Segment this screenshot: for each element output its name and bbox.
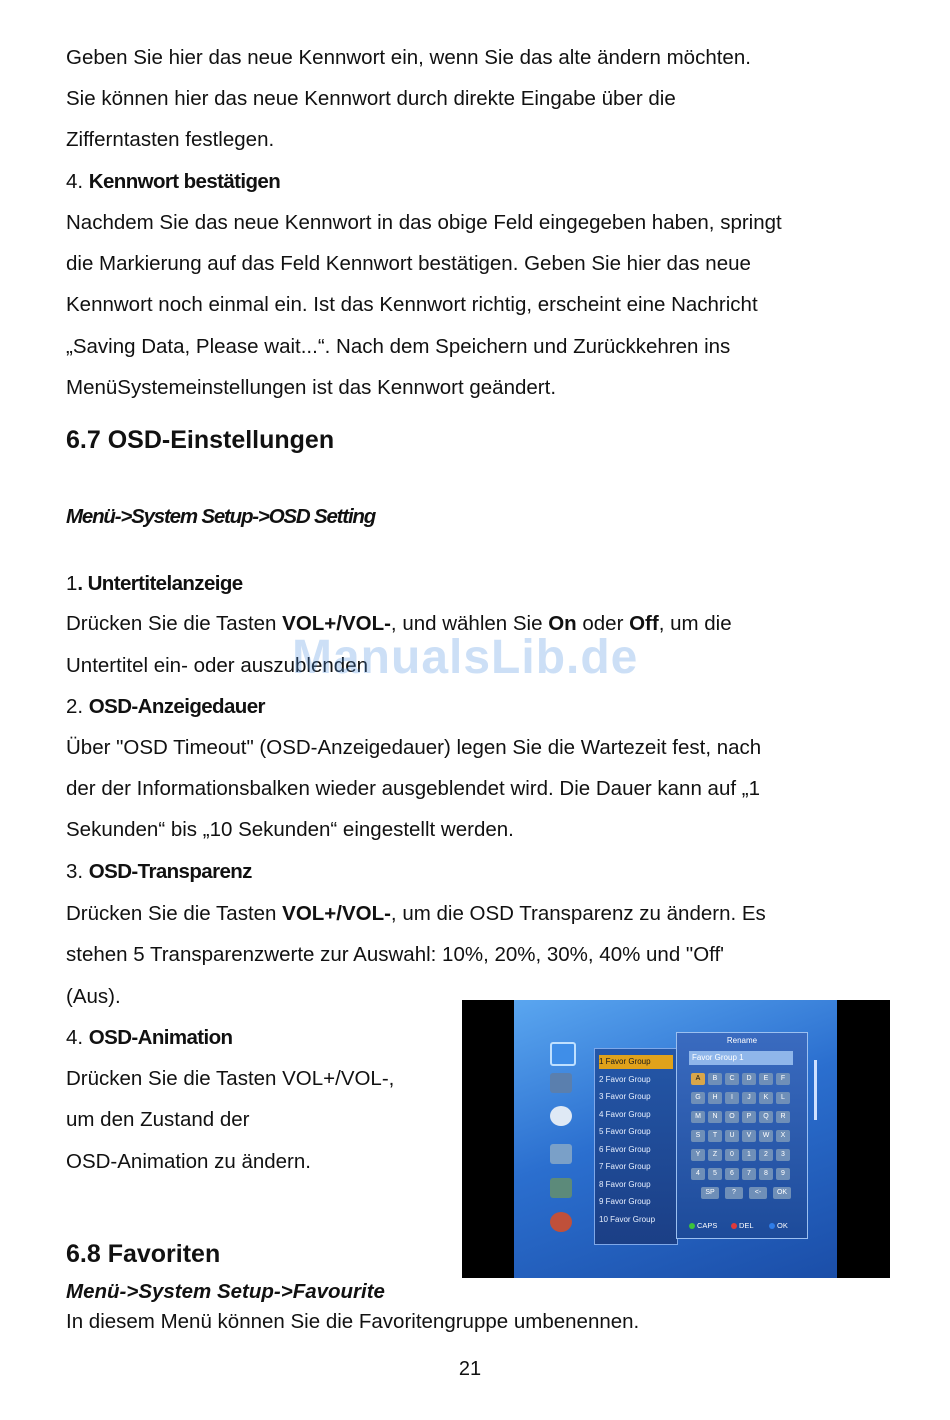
keyboard-key: M: [691, 1111, 705, 1123]
keyboard-key: N: [708, 1111, 722, 1123]
tv-icon: [550, 1042, 576, 1066]
favor-group-item: 5 Favor Group: [599, 1127, 651, 1136]
keyboard-key: 7: [742, 1168, 756, 1180]
keyboard-key: 4: [691, 1168, 705, 1180]
item-number: 4.: [66, 170, 89, 193]
tv-screen: [514, 1000, 837, 1278]
paragraph-line: MenüSystemeinstellungen ist das Kennwort geändert.: [66, 376, 557, 399]
keyboard-key: Y: [691, 1149, 705, 1161]
section-title-6-7: 6.7 OSD-Einstellungen: [66, 426, 335, 454]
keyboard-key: 6: [725, 1168, 739, 1180]
rename-field: Favor Group 1: [689, 1051, 793, 1065]
paragraph-line: Sekunden“ bis „10 Sekunden“ eingestellt werden.: [66, 818, 514, 841]
keyboard-key: ?: [725, 1187, 743, 1199]
keyboard-key: H: [708, 1092, 722, 1104]
keyboard-key: 0: [725, 1149, 739, 1161]
favor-group-item: 10 Favor Group: [599, 1214, 656, 1224]
text-run: Drücken Sie die Tasten: [66, 902, 283, 925]
item-heading-1: [66, 572, 243, 596]
paragraph-line: Nachdem Sie das neue Kennwort in das obige Feld eingegeben haben, springt: [66, 211, 782, 234]
keyboard-key: T: [708, 1130, 722, 1142]
legend-label: OK: [777, 1221, 788, 1230]
favor-group-item: 9 Favor Group: [599, 1197, 651, 1206]
item-title: OSD-Anzeigedauer: [88, 695, 265, 718]
text-run: Drücken Sie die Tasten: [66, 612, 283, 635]
keyboard-key: C: [725, 1073, 739, 1085]
keyboard-key: V: [742, 1130, 756, 1142]
favor-group-item: 4 Favor Group: [599, 1109, 651, 1119]
keyboard-key: U: [725, 1130, 739, 1142]
favor-group-list: [594, 1048, 678, 1245]
paragraph-line: um den Zustand der: [66, 1108, 250, 1131]
paragraph-line: Geben Sie hier das neue Kennwort ein, wenn Sie das alte ändern möchten.: [66, 46, 751, 69]
keyboard-key: S: [691, 1130, 705, 1142]
game-icon: [550, 1178, 572, 1198]
text-run: , und wählen Sie: [390, 612, 549, 635]
paragraph-line: der der Informationsbalken wieder ausgeblendet wird. Die Dauer kann auf „1: [66, 777, 760, 800]
legend-ok: [769, 1221, 788, 1230]
keyboard-key: K: [759, 1092, 773, 1104]
item-heading-3: [66, 860, 252, 884]
watermark: ManualsLib.de: [292, 631, 639, 684]
item-title: Kennwort bestätigen: [88, 170, 281, 193]
item-title: OSD-Animation: [88, 1026, 233, 1049]
section-title-6-8: 6.8 Favoriten: [66, 1240, 221, 1268]
paragraph-line: stehen 5 Transparenzwerte zur Auswahl: 10%, 20%, 30%, 40% und "Off': [66, 943, 725, 966]
keyboard-key: L: [776, 1092, 790, 1104]
keyboard-key: O: [725, 1111, 739, 1123]
radio-icon: [550, 1073, 572, 1093]
keyboard-key: Z: [708, 1149, 722, 1161]
keyboard-key: W: [759, 1130, 773, 1142]
legend-caps: [689, 1221, 717, 1230]
item-heading-2: [66, 695, 265, 719]
text-run: , um die OSD Transparenz zu ändern. Es: [390, 902, 766, 925]
paragraph-line: Zifferntasten festlegen.: [66, 128, 275, 151]
paragraph-line: Sie können hier das neue Kennwort durch direkte Eingabe über die: [66, 87, 676, 110]
favor-group-item: 3 Favor Group: [599, 1092, 651, 1101]
favor-group-item: 6 Favor Group: [599, 1144, 651, 1154]
item-number: 1: [66, 572, 78, 595]
keyboard-key: E: [759, 1073, 773, 1085]
item-title: OSD-Transparenz: [88, 860, 252, 883]
dialog-title: Rename: [726, 1036, 758, 1045]
keyboard-key: F: [776, 1073, 790, 1085]
blue-dot-icon: [769, 1223, 775, 1229]
keyboard-key: <-: [749, 1187, 767, 1199]
menu-path: Menü->System Setup->Favourite: [66, 1280, 385, 1303]
record-icon: [550, 1212, 572, 1232]
keyboard-key: 9: [776, 1168, 790, 1180]
keyboard-key: B: [708, 1073, 722, 1085]
menu-icon-column: [544, 1028, 594, 1243]
item-number: 2.: [66, 695, 89, 718]
keyboard-key: G: [691, 1092, 705, 1104]
option-on: On: [548, 612, 577, 635]
keyboard-key: P: [742, 1111, 756, 1123]
keyboard-key: X: [776, 1130, 790, 1142]
paragraph-line: Drücken Sie die Tasten VOL+/VOL-,: [66, 1067, 395, 1090]
paragraph-line: die Markierung auf das Feld Kennwort bestätigen. Geben Sie hier das neue: [66, 252, 751, 275]
settings-icon: [550, 1106, 572, 1126]
paragraph-line: „Saving Data, Please wait...“. Nach dem Speichern und Zurückkehren ins: [66, 335, 731, 358]
paragraph-line: Über "OSD Timeout" (OSD-Anzeigedauer) legen Sie die Wartezeit fest, nach: [66, 736, 762, 759]
legend-del: [731, 1221, 754, 1230]
red-dot-icon: [731, 1223, 737, 1229]
keyboard-key: A: [691, 1073, 705, 1085]
keyboard-key: 1: [742, 1149, 756, 1161]
paragraph-line: Kennwort noch einmal ein. Ist das Kennwort richtig, erscheint eine Nachricht: [66, 293, 758, 316]
item-heading-4: [66, 170, 280, 194]
paragraph-line: Untertitel ein- oder auszublenden: [66, 654, 368, 677]
keyboard-key: OK: [773, 1187, 791, 1199]
item-number: 3.: [66, 860, 89, 883]
keyboard-key: J: [742, 1092, 756, 1104]
key-label: VOL+/VOL-: [282, 612, 391, 635]
favor-group-item: 8 Favor Group: [599, 1179, 651, 1189]
paragraph-line: [66, 902, 766, 926]
keyboard-key: SP: [701, 1187, 719, 1199]
keyboard-key: 3: [776, 1149, 790, 1161]
text-run: , um die: [658, 612, 732, 635]
keyboard-key: I: [725, 1092, 739, 1104]
option-off: Off: [629, 612, 659, 635]
text-run: oder: [576, 612, 630, 635]
paragraph-line: (Aus).: [66, 985, 121, 1008]
item-number: 4.: [66, 1026, 89, 1049]
rename-dialog: [676, 1032, 808, 1239]
keyboard-key: 2: [759, 1149, 773, 1161]
legend-label: DEL: [739, 1221, 754, 1230]
satellite-icon: [550, 1144, 572, 1164]
item-heading-4b: [66, 1026, 232, 1050]
favor-group-item: 1 Favor Group: [599, 1055, 673, 1069]
keyboard-key: Q: [759, 1111, 773, 1123]
paragraph-line: In diesem Menü können Sie die Favoritengruppe umbenennen.: [66, 1310, 640, 1333]
paragraph-line: OSD-Animation zu ändern.: [66, 1150, 311, 1173]
favor-group-item: 7 Favor Group: [599, 1162, 651, 1171]
keyboard-key: 5: [708, 1168, 722, 1180]
page-number: 21: [458, 1358, 482, 1380]
legend-label: CAPS: [697, 1221, 718, 1230]
menu-path: Menü->System Setup->OSD Setting: [66, 505, 376, 528]
green-dot-icon: [689, 1223, 695, 1229]
favor-group-item: 2 Favor Group: [599, 1074, 651, 1084]
keyboard-key: R: [776, 1111, 790, 1123]
item-title: . Untertitelanzeige: [77, 572, 243, 595]
rename-screenshot: [462, 1000, 890, 1278]
keyboard-key: 8: [759, 1168, 773, 1180]
key-label: VOL+/VOL-: [282, 902, 391, 925]
scrollbar: [814, 1060, 817, 1120]
keyboard-key: D: [742, 1073, 756, 1085]
